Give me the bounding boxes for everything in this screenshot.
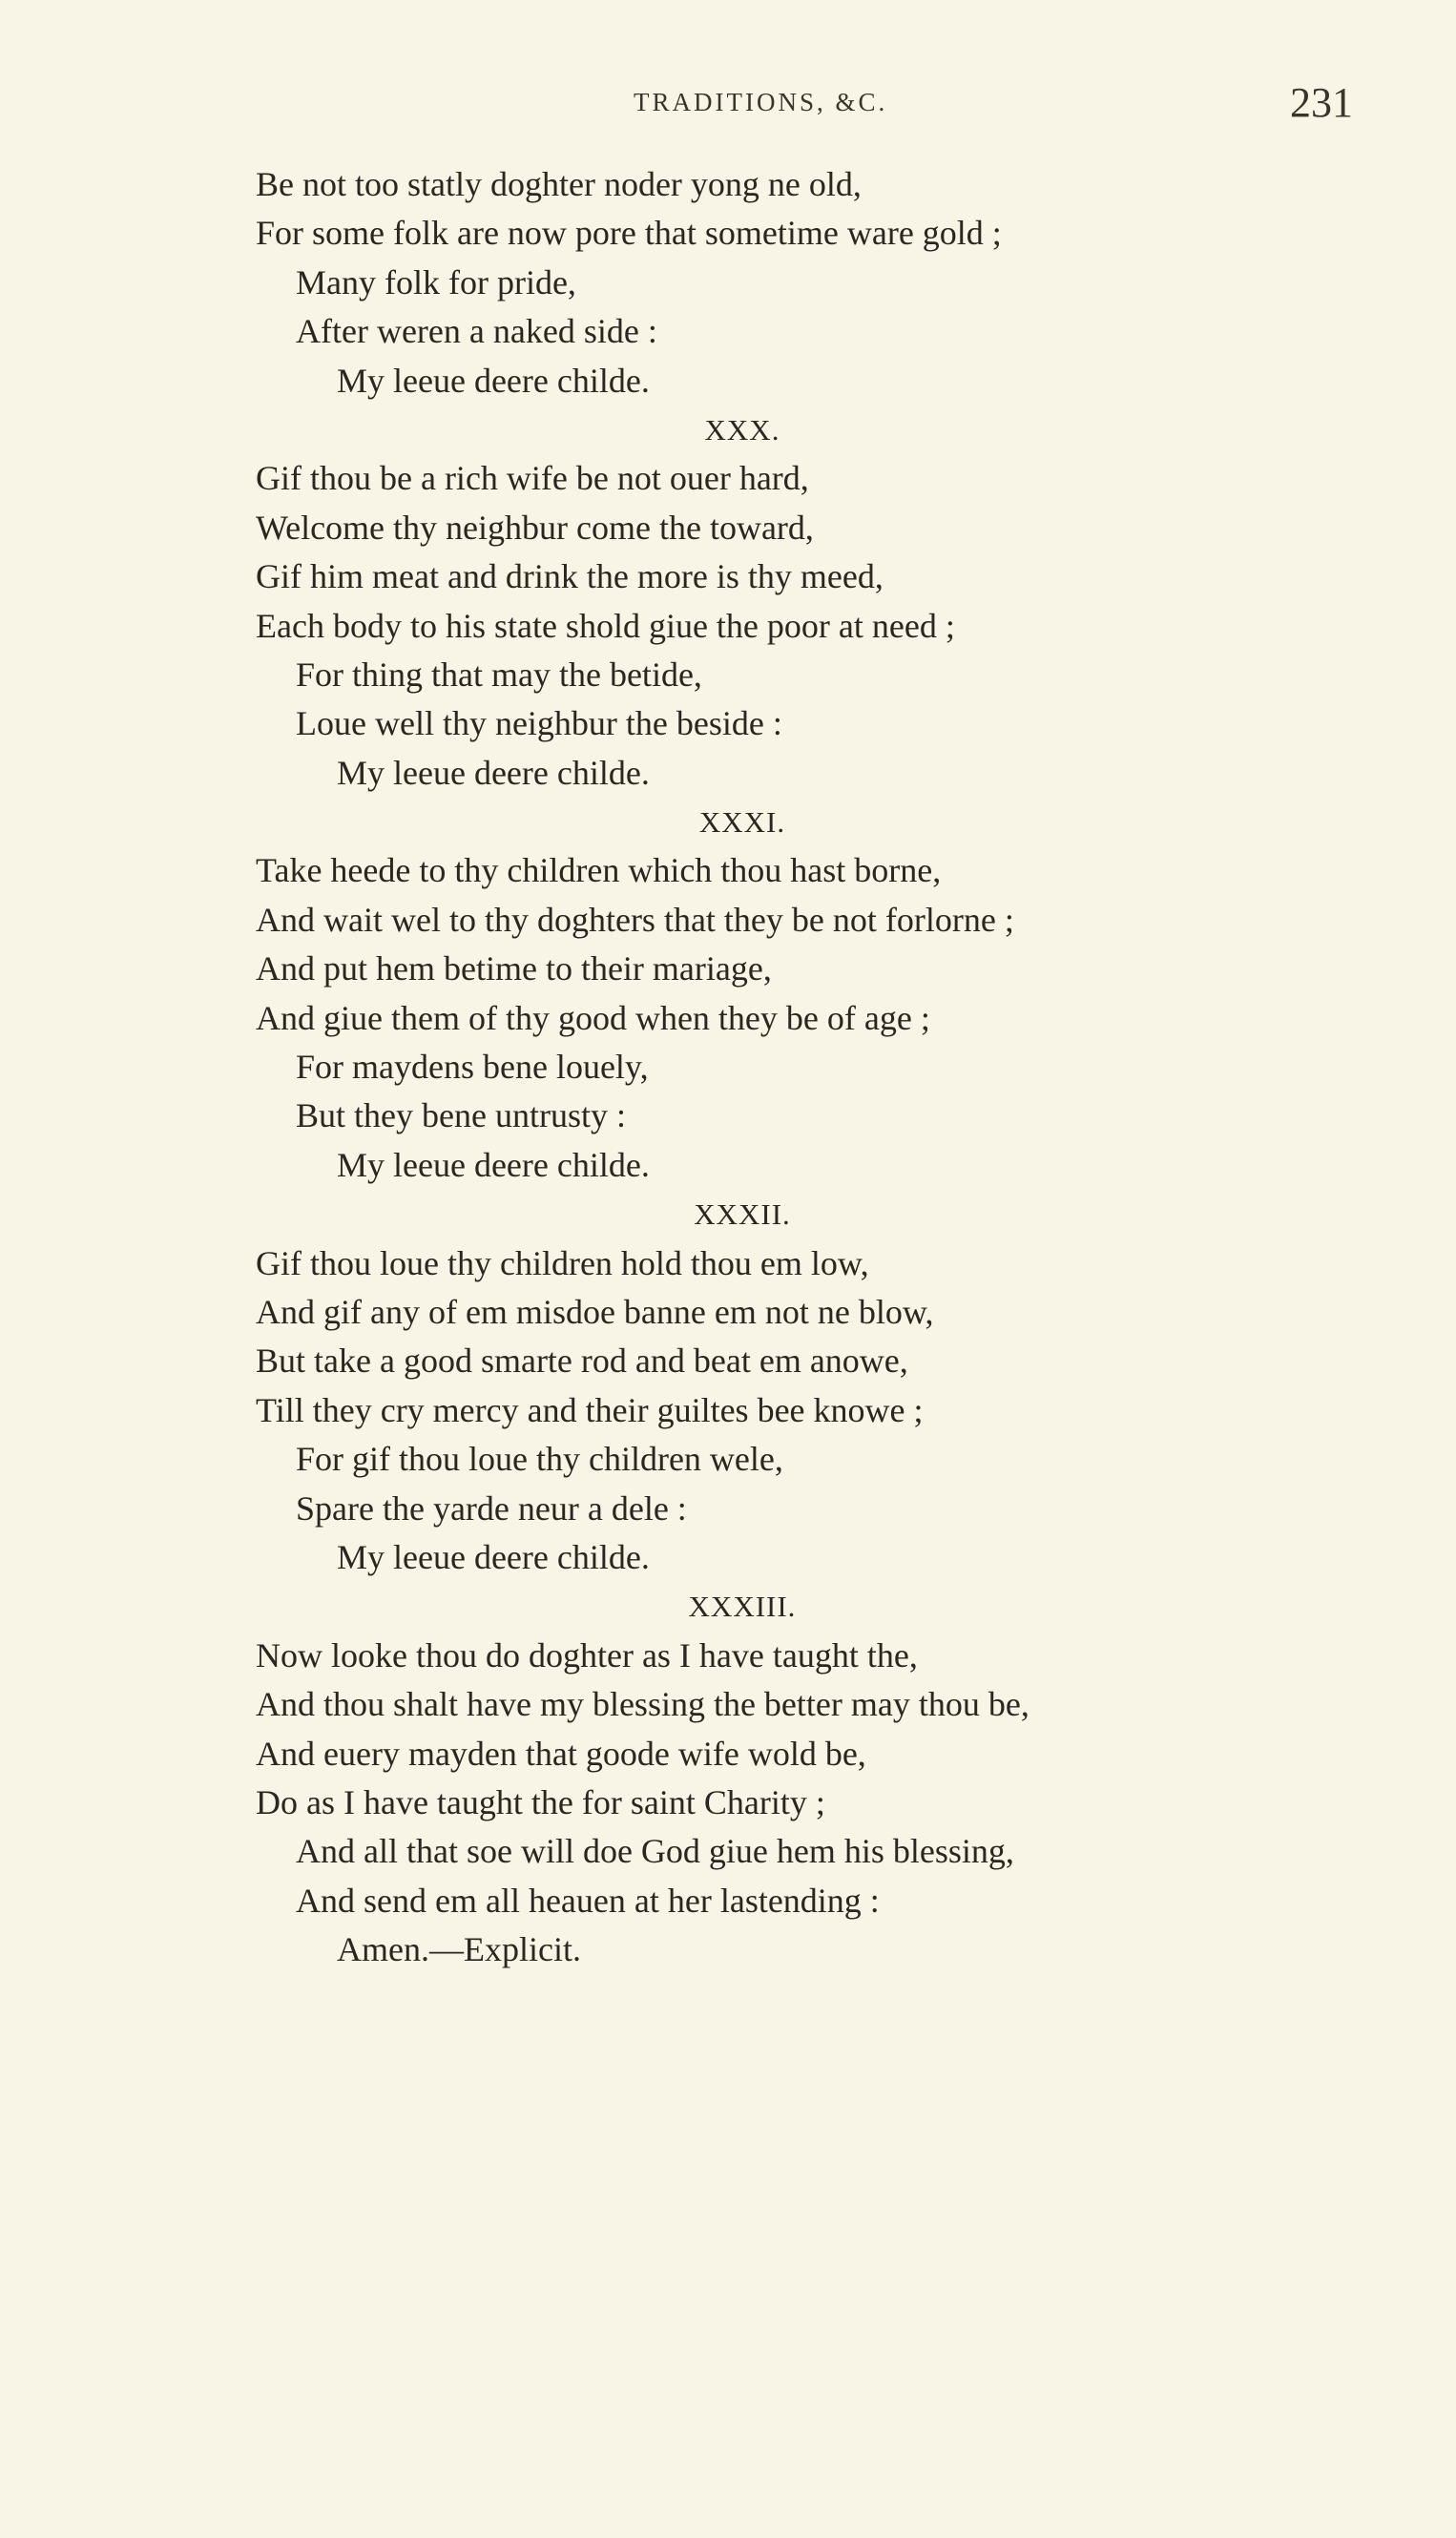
verse-line: But they bene untrusty : [296, 1096, 626, 1135]
verse-line: Do as I have taught the for saint Charity ; [256, 1782, 825, 1821]
verse-line: Amen.—Explicit. [337, 1930, 581, 1969]
verse-line: Till they cry mercy and their guiltes bee knowe ; [256, 1390, 924, 1429]
verse-line: Loue well thy neighbur the beside : [296, 704, 782, 743]
verse-line: Each body to his state shold giue the poor at need ; [256, 606, 955, 645]
verse-line: And euery mayden that goode wife wold be, [256, 1734, 866, 1773]
stanza-heading: XXXI. [698, 805, 786, 840]
verse-line: Gif him meat and drink the more is thy meed, [256, 557, 884, 596]
verse-line: For maydens bene louely, [296, 1048, 649, 1087]
verse-line: My leeue deere childe. [337, 753, 650, 792]
stanza-heading: XXXII. [694, 1197, 791, 1232]
verse-line: Welcome thy neighbur come the toward, [256, 508, 814, 547]
verse-line: My leeue deere childe. [337, 1537, 650, 1576]
verse-line: Now looke thou do doghter as I have taught the, [256, 1635, 918, 1675]
verse-line: And all that soe will doe God giue hem his blessing, [296, 1832, 1014, 1871]
verse-line: And gif any of em misdoe banne em not ne blow, [256, 1292, 934, 1331]
verse-line: Many folk for pride, [296, 262, 576, 302]
verse-line: For some folk are now pore that sometime ware gold ; [256, 214, 1002, 253]
running-title: TRADITIONS, &C. [634, 88, 888, 116]
verse-line: And thou shalt have my blessing the better may thou be, [256, 1685, 1030, 1724]
stanza-heading: XXXIII. [688, 1590, 797, 1624]
verse-line: And put hem betime to their mariage, [256, 949, 772, 988]
verse-line: Be not too statly doghter noder yong ne old, [256, 165, 862, 203]
verse-line: Gif thou loue thy children hold thou em low, [256, 1243, 869, 1282]
verse-line: My leeue deere childe. [337, 1145, 650, 1184]
page-number: 231 [1290, 79, 1353, 126]
verse-line: For gif thou loue thy children wele, [296, 1440, 783, 1479]
verse-line: And wait wel to thy doghters that they be not forlorne ; [256, 900, 1014, 939]
verse-line: And giue them of thy good when they be of age ; [256, 998, 930, 1037]
verse-line: My leeue deere childe. [337, 361, 650, 400]
verse-line: And send em all heauen at her lastending : [296, 1881, 880, 1920]
page-header [0, 78, 1456, 135]
verse-line: For thing that may the betide, [296, 655, 702, 694]
verse-line: After weren a naked side : [296, 312, 657, 351]
verse-line: Gif thou be a rich wife be not ouer hard, [256, 459, 809, 498]
verse-line: But take a good smarte rod and beat em anowe, [256, 1342, 908, 1381]
verse-line: Spare the yarde neur a dele : [296, 1488, 687, 1528]
stanza-heading: XXX. [704, 412, 780, 447]
verse-line: Take heede to thy children which thou hast borne, [256, 851, 942, 890]
poem-body [0, 160, 1456, 1974]
